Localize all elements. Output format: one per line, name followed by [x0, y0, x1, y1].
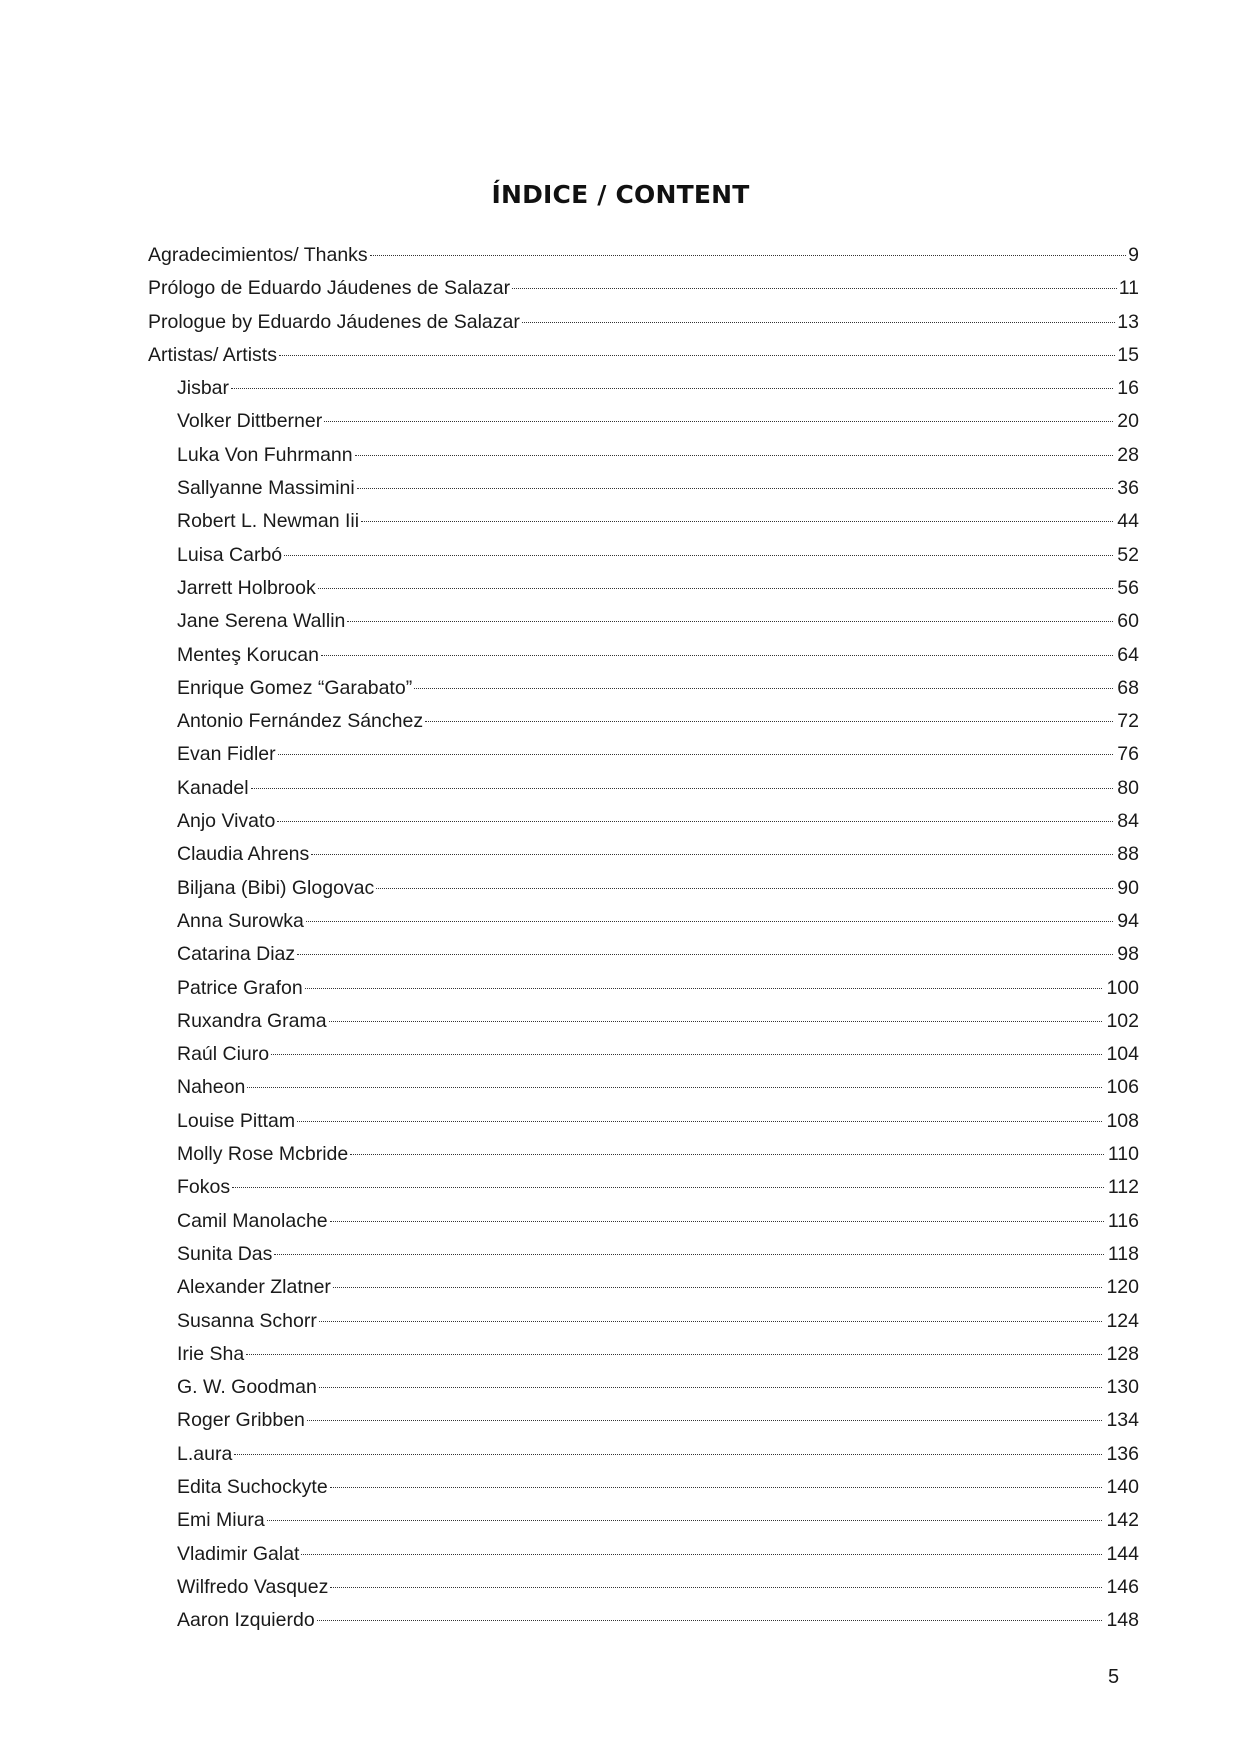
dot-leader [297, 954, 1113, 955]
toc-entry-label: Aaron Izquierdo [177, 1609, 315, 1632]
toc-entry-label: Antonio Fernández Sánchez [177, 710, 424, 733]
dot-leader [512, 288, 1117, 289]
dot-leader [357, 488, 1114, 489]
toc-entry-page: 148 [1106, 1609, 1139, 1632]
toc-entry-label: G. W. Goodman [177, 1376, 317, 1399]
toc-entry-label: Luka Von Fuhrmann [177, 443, 353, 466]
toc-entry-label: Sallyanne Massimini [177, 477, 355, 500]
toc-entry-page: 9 [1128, 244, 1139, 266]
dot-leader [279, 355, 1115, 356]
toc-entry[interactable] [148, 905, 1139, 938]
dot-leader [330, 1487, 1103, 1488]
toc-entry-label: Roger Gribben [177, 1409, 305, 1432]
toc-entry-page: 134 [1106, 1409, 1139, 1432]
toc-entry-label: Artistas/ Artists [148, 343, 277, 366]
toc-entry-page: 68 [1117, 676, 1139, 699]
dot-leader [234, 1454, 1102, 1455]
dot-leader [277, 821, 1113, 822]
toc-entry[interactable] [148, 738, 1139, 771]
toc-entry[interactable] [148, 1305, 1139, 1338]
toc-entry[interactable] [148, 805, 1139, 838]
toc-entry-page: 112 [1107, 1176, 1139, 1199]
toc-entry-page: 13 [1117, 310, 1139, 333]
toc-entry-label: Naheon [177, 1076, 246, 1099]
toc-entry-page: 118 [1107, 1242, 1139, 1265]
dot-leader [370, 255, 1126, 256]
dot-leader [321, 655, 1113, 656]
toc-entry-label: Vladimir Galat [177, 1542, 300, 1565]
toc-entry-page: 106 [1106, 1076, 1139, 1099]
toc-entry[interactable] [148, 1038, 1139, 1071]
toc-entry-label: Menteş Korucan [177, 643, 319, 666]
toc-entry-page: 80 [1117, 776, 1139, 799]
toc-entry-page: 36 [1117, 477, 1139, 500]
toc-entry[interactable] [148, 1271, 1139, 1304]
toc-entry-label: Irie Sha [177, 1342, 245, 1365]
toc-entry-page: 52 [1117, 543, 1139, 566]
toc-entry[interactable] [148, 1205, 1139, 1238]
toc-entry-label: Anjo Vivato [177, 810, 276, 833]
toc-entry[interactable] [148, 605, 1139, 638]
toc-entry[interactable] [148, 1438, 1139, 1471]
toc-entry-page: 120 [1106, 1276, 1139, 1299]
toc-entry-page: 116 [1107, 1209, 1139, 1232]
toc-entry-label: Ruxandra Grama [177, 1009, 327, 1032]
toc-entry-page: 108 [1106, 1109, 1139, 1132]
toc-entry-label: Prologue by Eduardo Jáudenes de Salazar [148, 310, 520, 333]
toc-entry[interactable] [148, 405, 1139, 438]
dot-leader [278, 754, 1114, 755]
toc-entry-page: 144 [1106, 1542, 1139, 1565]
dot-leader [333, 1287, 1103, 1288]
dot-leader [361, 521, 1113, 522]
toc-entry-page: 100 [1106, 976, 1139, 999]
toc-entry[interactable] [148, 1171, 1139, 1204]
toc-entry[interactable] [148, 239, 1139, 272]
dot-leader [329, 1021, 1103, 1022]
dot-leader [324, 421, 1113, 422]
toc-entry-page: 90 [1117, 876, 1139, 899]
toc-entry[interactable] [148, 838, 1139, 871]
dot-leader [522, 322, 1115, 323]
toc-entry-page: 142 [1106, 1509, 1139, 1532]
toc-entry-label: Emi Miura [177, 1509, 265, 1532]
toc-entry-label: Enrique Gomez “Garabato” [177, 676, 413, 699]
toc-entry[interactable] [148, 572, 1139, 605]
table-of-contents [148, 239, 1139, 1637]
toc-entry[interactable] [148, 1071, 1139, 1104]
toc-entry-label: Anna Surowka [177, 909, 304, 932]
dot-leader [284, 555, 1113, 556]
toc-entry-label: Prólogo de Eduardo Jáudenes de Salazar [148, 277, 511, 300]
dot-leader [376, 888, 1113, 889]
toc-entry[interactable] [148, 1604, 1139, 1637]
toc-entry-label: Catarina Diaz [177, 943, 296, 966]
toc-entry[interactable] [148, 1404, 1139, 1437]
toc-entry-page: 44 [1117, 510, 1139, 533]
toc-entry-page: 130 [1106, 1376, 1139, 1399]
toc-entry-page: 128 [1106, 1342, 1139, 1365]
toc-entry[interactable] [148, 306, 1139, 339]
toc-entry-page: 15 [1117, 343, 1139, 366]
dot-leader [330, 1587, 1102, 1588]
toc-entry[interactable] [148, 938, 1139, 971]
toc-entry-page: 56 [1117, 576, 1139, 599]
toc-entry-label: Fokos [177, 1176, 231, 1199]
dot-leader [274, 1254, 1104, 1255]
dot-leader [311, 854, 1113, 855]
dot-leader [297, 1121, 1102, 1122]
dot-leader [425, 721, 1113, 722]
dot-leader [319, 1387, 1103, 1388]
toc-entry[interactable] [148, 1538, 1139, 1571]
toc-entry-label: Jane Serena Wallin [177, 610, 346, 633]
dot-leader [246, 1354, 1102, 1355]
toc-entry[interactable] [148, 1005, 1139, 1038]
dot-leader [267, 1520, 1103, 1521]
toc-entry[interactable] [148, 272, 1139, 305]
dot-leader [306, 921, 1113, 922]
toc-entry-page: 124 [1106, 1309, 1139, 1332]
toc-entry[interactable] [148, 505, 1139, 538]
toc-entry-page: 16 [1117, 377, 1139, 400]
toc-entry-label: Evan Fidler [177, 743, 276, 766]
toc-entry[interactable] [148, 1371, 1139, 1404]
dot-leader [318, 588, 1114, 589]
toc-entry[interactable] [148, 539, 1139, 572]
toc-entry-label: Jisbar [177, 377, 230, 400]
toc-entry-label: Alexander Zlatner [177, 1276, 331, 1299]
page-title: ÍNDICE / CONTENT [491, 180, 750, 209]
toc-entry[interactable] [148, 1338, 1139, 1371]
toc-entry-label: Wilfredo Vasquez [177, 1575, 329, 1598]
toc-entry[interactable] [148, 639, 1139, 672]
toc-entry-page: 146 [1106, 1575, 1139, 1598]
toc-entry[interactable] [148, 772, 1139, 805]
dot-leader [350, 1154, 1104, 1155]
toc-entry-label: L.aura [177, 1442, 233, 1465]
toc-entry-page: 76 [1117, 743, 1139, 766]
toc-entry-label: Susanna Schorr [177, 1309, 317, 1332]
toc-entry[interactable] [148, 439, 1139, 472]
toc-entry-page: 136 [1106, 1442, 1139, 1465]
toc-entry[interactable] [148, 872, 1139, 905]
toc-entry[interactable] [148, 972, 1139, 1005]
toc-entry-page: 110 [1107, 1143, 1139, 1166]
toc-entry-page: 60 [1117, 610, 1139, 633]
toc-entry-label: Molly Rose Mcbride [177, 1143, 349, 1166]
toc-entry[interactable] [148, 1138, 1139, 1171]
toc-entry-page: 20 [1117, 410, 1139, 433]
toc-entry[interactable] [148, 1471, 1139, 1504]
toc-entry-page: 140 [1106, 1475, 1139, 1498]
toc-entry-page: 28 [1117, 443, 1139, 466]
toc-entry-label: Sunita Das [177, 1242, 273, 1265]
toc-entry-label: Patrice Grafon [177, 976, 303, 999]
toc-entry-label: Kanadel [177, 776, 249, 799]
toc-entry-page: 94 [1117, 909, 1139, 932]
toc-entry-label: Raúl Ciuro [177, 1043, 270, 1066]
dot-leader [231, 388, 1113, 389]
toc-entry-label: Volker Dittberner [177, 410, 323, 433]
dot-leader [414, 688, 1113, 689]
toc-entry-label: Edita Suchockyte [177, 1475, 328, 1498]
toc-entry[interactable] [148, 1238, 1139, 1271]
toc-entry[interactable] [148, 372, 1139, 405]
toc-entry-page: 104 [1106, 1043, 1139, 1066]
toc-entry-page: 72 [1117, 710, 1139, 733]
toc-entry-page: 11 [1118, 277, 1139, 300]
dot-leader [305, 988, 1103, 989]
dot-leader [355, 455, 1114, 456]
toc-entry[interactable] [148, 472, 1139, 505]
toc-entry-label: Biljana (Bibi) Glogovac [177, 876, 375, 899]
toc-entry[interactable] [148, 672, 1139, 705]
dot-leader [307, 1420, 1103, 1421]
toc-entry-label: Claudia Ahrens [177, 843, 310, 866]
dot-leader [247, 1087, 1102, 1088]
dot-leader [301, 1554, 1102, 1555]
toc-entry-page: 102 [1106, 1009, 1139, 1032]
toc-entry[interactable] [148, 1504, 1139, 1537]
toc-entry-label: Robert L. Newman Iii [177, 510, 360, 533]
toc-entry-label: Luisa Carbó [177, 543, 283, 566]
toc-entry[interactable] [148, 1105, 1139, 1138]
toc-entry-page: 64 [1117, 643, 1139, 666]
dot-leader [271, 1054, 1102, 1055]
dot-leader [317, 1620, 1103, 1621]
toc-entry-label: Jarrett Holbrook [177, 576, 316, 599]
toc-entry-label: Louise Pittam [177, 1109, 296, 1132]
dot-leader [330, 1221, 1104, 1222]
toc-entry[interactable] [148, 339, 1139, 372]
dot-leader [319, 1321, 1103, 1322]
toc-entry[interactable] [148, 705, 1139, 738]
dot-leader [251, 788, 1114, 789]
toc-entry-page: 98 [1117, 943, 1139, 966]
toc-entry[interactable] [148, 1571, 1139, 1604]
toc-entry-page: 88 [1117, 843, 1139, 866]
dot-leader [232, 1187, 1104, 1188]
toc-entry-page: 84 [1117, 810, 1139, 833]
page-number: 5 [1108, 1666, 1120, 1688]
toc-entry-label: Camil Manolache [177, 1209, 328, 1232]
toc-entry-label: Agradecimientos/ Thanks [148, 244, 368, 266]
dot-leader [347, 621, 1113, 622]
